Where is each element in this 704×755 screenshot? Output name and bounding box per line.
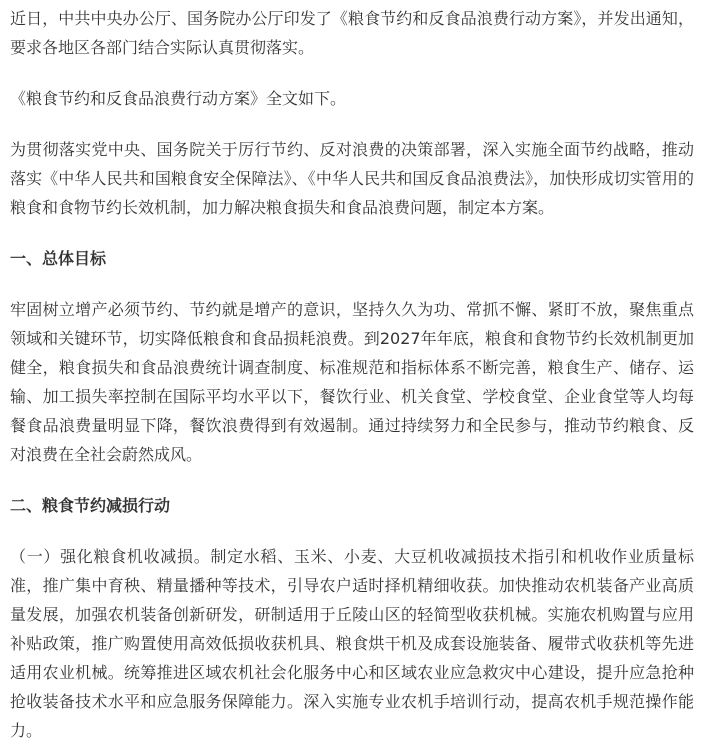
section-2-heading: 二、粮食节约减损行动 [10,496,171,515]
preamble-paragraph: 为贯彻落实党中央、国务院关于厉行节约、反对浪费的决策部署，深入实施全面节约战略，推动落实《中华人民共和国粮食安全保障法》、《中华人民共和国反食品浪费法》，加快形成切实管用的粮食和食物节约长效机制，加力解决粮食损失和食品浪费问题，制定本方案。 [10,140,694,217]
section-2-item-1-paragraph: （一）强化粮食机收减损。制定水稻、玉米、小麦、大豆机收减损技术指引和机收作业质量标准，推广集中育秧、精量播种等技术，引导农户适时择机精细收获。加快推动农机装备产业高质量发展，加强农机装备创新研发，研制适用于丘陵山区的轻简型收获机械。实施农机购置与应用补贴政策，推广购置使用高效低损收获机具、粮食烘干机及成套设施装备、履带式收获机等先进适用农业机械。统筹推进区域农机社会化服务中心和区域农业应急救灾中心建设，提升应急抢种抢收装备技术水平和应急服务保障能力。深入实施专业农机手培训行动，提高农机手规范操作能力。 [10,547,694,740]
intro-paragraph: 近日，中共中央办公厅、国务院办公厅印发了《粮食节约和反食品浪费行动方案》，并发出通知，要求各地区各部门结合实际认真贯彻落实。 [10,9,694,57]
section-1-paragraph: 牢固树立增产必须节约、节约就是增产的意识，坚持久久为功、常抓不懈、紧盯不放，聚焦重点领域和关键环节，切实降低粮食和食品损耗浪费。到2027年年底，粮食和食物节约长效机制更加健全，粮食损失和食品浪费统计调查制度、标准规范和指标体系不断完善，粮食生产、储存、运输、加工损失率控制在国际平均水平以下，餐饮行业、机关食堂、学校食堂、企业食堂等人均每餐食品浪费量明显下降，餐饮浪费得到有效遏制。通过持续努力和全民参与，推动节约粮食、反对浪费在全社会蔚然成风。 [10,300,694,464]
fulltext-note-paragraph: 《粮食节约和反食品浪费行动方案》全文如下。 [10,89,347,108]
section-1-heading: 一、总体目标 [10,249,107,268]
